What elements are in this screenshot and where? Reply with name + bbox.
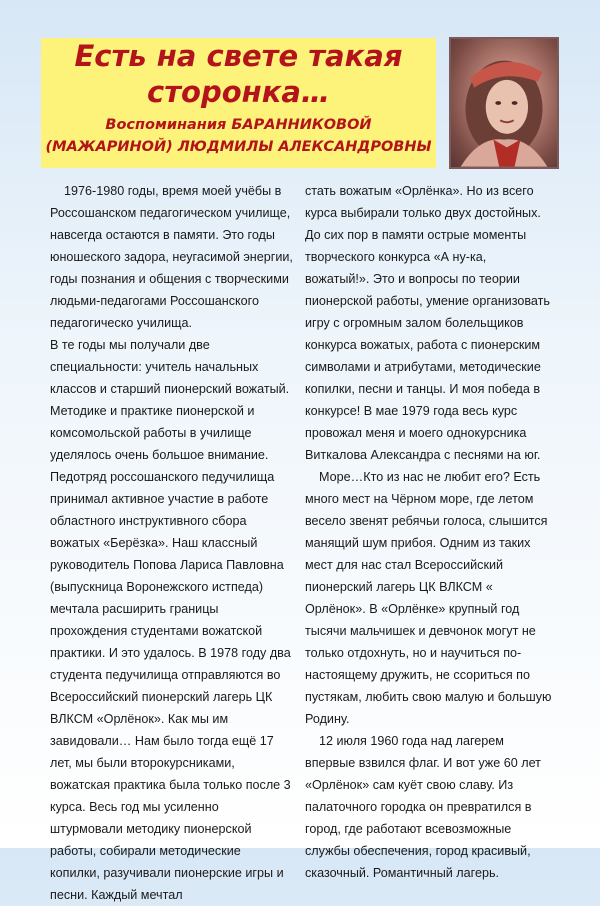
left-text-column bbox=[50, 180, 294, 906]
portrait-photo bbox=[449, 37, 559, 169]
title-line-2: сторонка… bbox=[147, 75, 330, 109]
paragraph: стать вожатым «Орлёнка». Но из всего курса выбирали только двух достойных. До сих пор в памяти острые моменты творческого конкурса «А ну-ка, вожатый!». Это и вопросы по теории пионерской работы, умение организовать игру с огромным залом болельщиков конкурса вожатых, работа с пионерским символами и атрибутами, методические копилки, песни и танцы. И моя победа в конкурсе! В мае 1979 года весь курс провожал меня и моего однокурсника Виткалова Александра с песнями на юг. bbox=[305, 184, 550, 462]
paragraph: 12 июля 1960 года над лагерем впервые взвился флаг. И вот уже 60 лет «Орлёнок» сам куёт свою славу. Из палаточного городка он превратился в город, где работают всевозможные службы обеспечения, город красивый, сказочный. Романтичный лагерь. bbox=[305, 734, 541, 880]
paragraph: 1976-1980 годы, время моей учёбы в Россошанском педагогическом училище, навсегда остаются в памяти. Это годы юношеского задора, неугасимой энергии, годы познания и общения с творческими людьми-педагогами Россошанского педагогическо училища. bbox=[50, 184, 293, 330]
title-line-1: Есть на свете такая bbox=[74, 39, 403, 73]
paragraph: В те годы мы получали две специальности: учитель начальных классов и старший пионерский вожатый. Методике и практике пионерской и комсомольской работы в училище уделялось очень большое внимание. Педотряд россошанского педучилища принимал активное участие в работе областного инструктивного сбора вожатых «Берёзка». Наш классный руководитель Попова Лариса Павловна (выпускница Воронежского истпеда) мечтала расширить границы прохождения студентами вожатской практики. И это удалось. В 1978 году два студента педучилища отправляются во Всероссийский пионерский лагерь ЦК ВЛКСМ «Орлёнок». Как мы им завидовали… Нам было тогда ещё 17 лет, мы были второкурсниками, вожатская практика была только после 3 курса. Весь год мы усиленно штурмовали методику пионерской работы, собирали методические копилки, разучивали пионерские игры и песни. Каждый мечтал bbox=[50, 338, 291, 902]
portrait-illustration bbox=[451, 39, 557, 167]
article-title bbox=[41, 38, 436, 110]
right-text-column bbox=[305, 180, 553, 884]
article-subtitle bbox=[41, 114, 436, 158]
subtitle-line-1: Воспоминания БАРАННИКОВОЙ bbox=[105, 117, 372, 133]
paragraph: Море…Кто из нас не любит его? Есть много мест на Чёрном море, где летом весело звенят ребячьи голоса, слышится манящий шум прибоя. Одним из таких мест для нас стал Всероссийский пионерский лагерь ЦК ВЛКСМ « Орлёнок». В «Орлёнке» крупный год тысячи мальчишек и девчонок могут не только отдохнуть, но и научиться по- настоящему дружить, не ссориться по пустякам, любить свою малую и большую Родину. bbox=[305, 470, 552, 726]
subtitle-line-2: (МАЖАРИНОЙ) ЛЮДМИЛЫ АЛЕКСАНДРОВНЫ bbox=[45, 139, 432, 155]
